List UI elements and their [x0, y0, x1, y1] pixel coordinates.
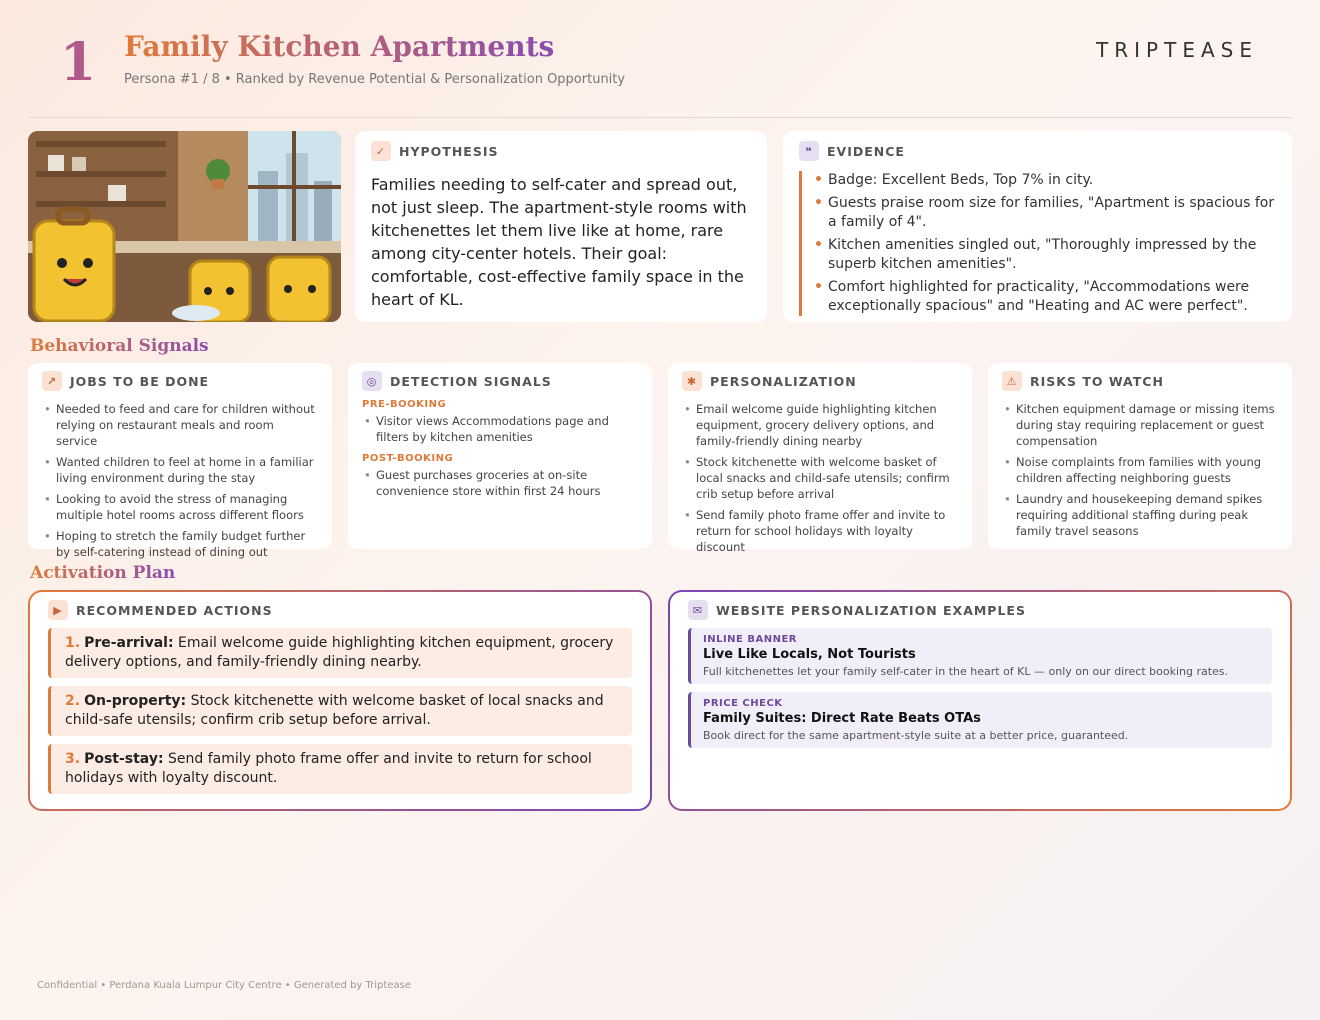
website-example: INLINE BANNER Live Like Locals, Not Tourists Full kitchenettes let your family self-cater in the heart of KL — only on our direct booking rates. — [688, 628, 1272, 684]
kitchen-luggage-illustration — [28, 131, 341, 322]
list-item: • Comfort highlighted for practicality, "Accommodations were exceptionally spacious" and "Heating and AC were perfect". — [814, 278, 1276, 316]
mail-icon: ✉ — [688, 600, 708, 620]
brand-logo: TRIPTEASE — [1096, 38, 1258, 62]
action-step: 3. Post-stay: Send family photo frame offer and invite to return for school holidays with loyalty discount. — [48, 744, 632, 794]
evidence-card — [783, 131, 1292, 322]
hypothesis-text: Families needing to self-cater and spread out, not just sleep. The apartment-style rooms with kitchenettes let them live like at home, rare among city-center hotels. Their goal: comfortable, cost-effective family space in the heart of KL. — [371, 175, 747, 309]
list-item: • Looking to avoid the stress of managing multiple hotel rooms across different floors — [42, 491, 318, 523]
list-item: • Visitor views Accommodations page and filters by kitchen amenities — [362, 413, 638, 445]
post-booking-label: POST-BOOKING — [362, 453, 454, 464]
list-item: • Laundry and housekeeping demand spikes requiring additional staffing during peak family travel seasons — [1002, 491, 1278, 539]
quote-icon: ❝ — [799, 141, 819, 161]
website-example: PRICE CHECK Family Suites: Direct Rate Beats OTAs Book direct for the same apartment-style suite at a better price, guaranteed. — [688, 692, 1272, 748]
page-footer: Confidential • Perdana Kuala Lumpur City Centre • Generated by Triptease — [37, 980, 411, 991]
check-icon: ✓ — [371, 141, 391, 161]
jobs-list — [42, 401, 318, 560]
list-item: • Guests praise room size for families, "Apartment is spacious for a family of 4". — [814, 194, 1276, 232]
list-item: • Hoping to stretch the family budget further by self-catering instead of dining out — [42, 528, 318, 560]
list-item: • Stock kitchenette with welcome basket of local snacks and child-safe utensils; confirm crib setup before arrival — [682, 454, 958, 502]
page-subtitle: Persona #1 / 8 • Ranked by Revenue Potential & Personalization Opportunity — [124, 72, 626, 87]
evidence-heading: ❝ EVIDENCE — [799, 141, 1276, 161]
behavioral-signals-title: Behavioral Signals — [30, 336, 209, 356]
evidence-list — [799, 171, 1276, 316]
risks-heading: ⚠ RISKS TO WATCH — [1002, 371, 1278, 391]
list-item: • Guest purchases groceries at on-site convenience store within first 24 hours — [362, 467, 638, 499]
pre-booking-label: PRE-BOOKING — [362, 399, 447, 410]
page-title: Family Kitchen Apartments — [124, 30, 555, 63]
hypothesis-heading: ✓ HYPOTHESIS — [371, 141, 751, 161]
action-step: 1. Pre-arrival: Email welcome guide highlighting kitchen equipment, grocery delivery options, and family-friendly dining nearby. — [48, 628, 632, 678]
recommended-actions-heading: ▶ RECOMMENDED ACTIONS — [48, 600, 632, 620]
pre-booking-list — [362, 413, 638, 445]
recommended-actions-card — [28, 590, 652, 811]
warning-icon: ⚠ — [1002, 371, 1022, 391]
hero-illustration — [28, 131, 341, 322]
list-item: • Email welcome guide highlighting kitchen equipment, grocery delivery options, and family-friendly dining nearby — [682, 401, 958, 449]
jobs-heading: ↗ JOBS TO BE DONE — [42, 371, 318, 391]
hypothesis-card — [355, 131, 767, 322]
risks-card — [988, 363, 1292, 549]
list-item: • Kitchen equipment damage or missing items during stay requiring replacement or guest compensation — [1002, 401, 1278, 449]
list-item: • Noise complaints from families with young children affecting neighboring guests — [1002, 454, 1278, 486]
play-icon: ▶ — [48, 600, 68, 620]
detection-card — [348, 363, 652, 549]
jobs-card — [28, 363, 332, 559]
sparkle-icon: ✱ — [682, 371, 702, 391]
page-header — [28, 20, 1292, 118]
risks-list — [1002, 401, 1278, 539]
personalization-heading: ✱ PERSONALIZATION — [682, 371, 958, 391]
website-examples-card — [668, 590, 1292, 811]
trend-arrow-icon: ↗ — [42, 371, 62, 391]
list-item: • Wanted children to feel at home in a familiar living environment during the stay — [42, 454, 318, 486]
list-item: • Needed to feed and care for children without relying on restaurant meals and room service — [42, 401, 318, 449]
list-item: • Send family photo frame offer and invite to return for school holidays with loyalty discount — [682, 507, 958, 555]
website-examples-heading: ✉ WEBSITE PERSONALIZATION EXAMPLES — [688, 600, 1272, 620]
post-booking-list — [362, 467, 638, 499]
personalization-card — [668, 363, 972, 554]
target-icon: ◎ — [362, 371, 382, 391]
action-step: 2. On-property: Stock kitchenette with welcome basket of local snacks and child-safe utensils; confirm crib setup before arrival. — [48, 686, 632, 736]
persona-number: 1 — [60, 32, 97, 93]
activation-plan-title: Activation Plan — [30, 563, 176, 583]
detection-heading: ◎ DETECTION SIGNALS — [362, 371, 638, 391]
personalization-list — [682, 401, 958, 555]
list-item: • Kitchen amenities singled out, "Thoroughly impressed by the superb kitchen amenities". — [814, 236, 1276, 274]
list-item: • Badge: Excellent Beds, Top 7% in city. — [814, 171, 1276, 190]
